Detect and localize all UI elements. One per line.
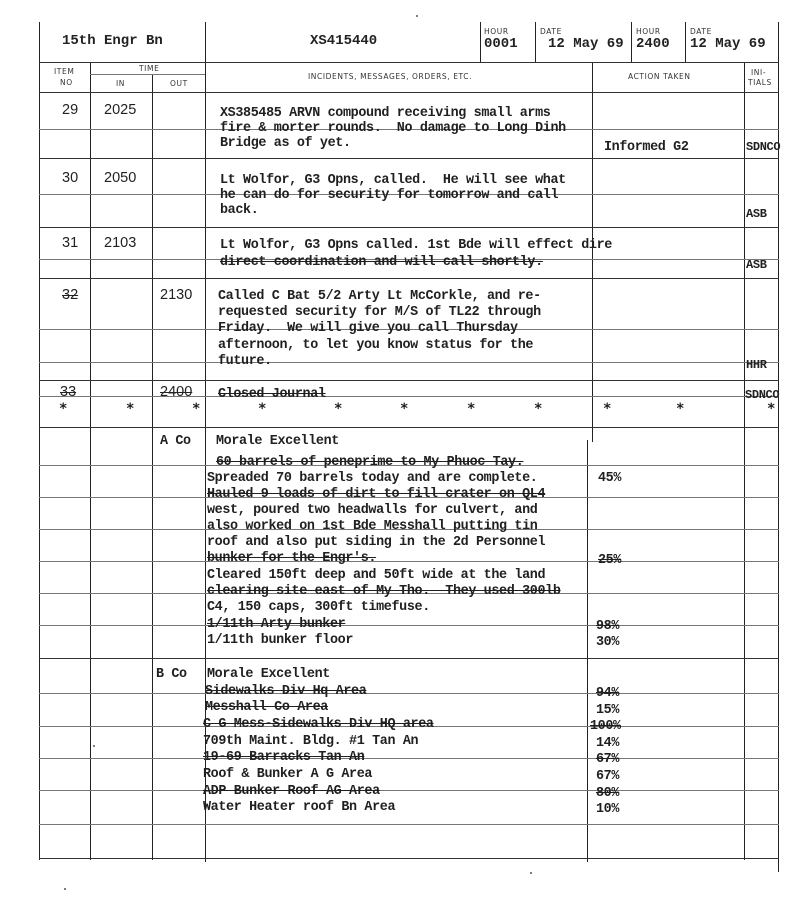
percent-complete: 14% [596,736,620,751]
report-line: Roof & Bunker A G Area [203,767,373,782]
in-col-rule [152,74,153,860]
row-rule [39,227,779,228]
separator-star: * [400,401,409,417]
row-rule [39,380,779,381]
from-hour-label: HOUR [484,27,509,36]
row-rule [39,824,779,825]
separator-star: * [603,401,612,417]
scan-speck [64,888,66,890]
incident-line: fire & morter rounds. No damage to Long Dinh [220,121,566,136]
time-in: 2025 [104,102,137,118]
report-line: Water Heater roof Bn Area [203,800,396,815]
time-in: 2103 [104,235,137,251]
unit-name: 15th Engr Bn [62,33,163,49]
report-line: Messhall Co Area [205,700,328,715]
initials: HHR [746,358,767,372]
report-line: C G Mess-Sidewalks Div HQ area [203,717,434,732]
row-rule [39,427,779,428]
hdr-rule-4 [631,22,632,62]
item-col-rule [90,62,91,860]
percent-complete: 80% [596,786,620,801]
initials-header: INI- [751,68,767,77]
row-rule [39,658,779,659]
initials: SDNCO [746,140,781,154]
separator-star: * [534,401,543,417]
incident-line: Closed Journal [218,387,326,402]
row-rule [39,278,779,279]
percent-complete: 25% [598,553,622,568]
action-col-rule [744,62,745,860]
item-no-header: ITEM [54,67,75,76]
to-date-label: DATE [690,27,712,36]
page-bottom-rule [39,858,779,859]
item-number: 31 [62,235,79,251]
report-line: Sidewalks Div Hq Area [205,684,367,699]
to-date: 12 May 69 [690,36,766,52]
incident-line: Lt Wolfor, G3 Opns, called. He will see what [220,173,566,188]
percent-complete: 45% [598,471,622,486]
action-taken-header: ACTION TAKEN [628,72,691,81]
incident-line: Friday. We will give you call Thursday [218,321,518,336]
initials-header-2: TIALS [748,78,772,87]
from-hour: 0001 [484,36,518,52]
incident-line: Called C Bat 5/2 Arty Lt McCorkle, and re- [218,289,541,304]
from-date: 12 May 69 [548,36,624,52]
row-rule [39,561,779,562]
percent-complete: 30% [596,635,620,650]
left-border [39,22,40,860]
incident-line: future. [218,354,272,369]
header-bottom-rule [39,62,779,63]
hdr-rule-3 [535,22,536,62]
scan-speck [530,872,532,874]
report-line: Hauled 9 loads of dirt to fill crater on QL4 [207,487,546,502]
separator-star: * [334,401,343,417]
report-line: 19-69 Barracks Tan An [203,750,365,765]
incidents-header: INCIDENTS, MESSAGES, ORDERS, ETC. [308,72,473,81]
report-line: ADP Bunker Roof AG Area [203,784,380,799]
initials: SDNCO [745,388,780,402]
row-rule [39,693,779,694]
hdr-rule-5 [685,22,686,62]
item-number: 33 [60,384,77,400]
percent-complete: 94% [596,686,620,701]
time-out-header: OUT [170,79,188,88]
report-line: west, poured two headwalls for culvert, and [207,503,538,518]
hdr-rule-2 [480,22,481,62]
to-hour: 2400 [636,36,670,52]
separator-star: * [126,401,135,417]
incident-line: Bridge as of yet. [220,136,351,151]
time-header: TIME [139,64,160,73]
report-line: Morale Excellent [207,667,330,682]
row-rule [39,758,779,759]
report-line: 1/11th Arty bunker [207,617,346,632]
initials: ASB [746,207,767,221]
initials: ASB [746,258,767,272]
incident-line: requested security for M/S of TL22 through [218,305,541,320]
report-line: 1/11th bunker floor [207,633,354,648]
time-in-header: IN [116,79,126,88]
percent-complete: 15% [596,703,620,718]
time-out: 2400 [160,384,193,400]
row-rule [39,362,779,363]
separator-star: * [676,401,685,417]
report-line: Spreaded 70 barrels today and are complete. [207,471,538,486]
report-line: roof and also put siding in the 2d Personnel [207,535,546,550]
grid-reference: XS415440 [310,33,378,49]
row-rule [39,790,779,791]
percent-complete: 98% [596,619,620,634]
separator-star: * [467,401,476,417]
separator-star: * [59,401,68,417]
report-line: also worked on 1st Bde Messhall putting tin [207,519,538,534]
company-label: A Co [160,434,191,449]
report-line: Cleared 150ft deep and 50ft wide at the land [207,568,546,583]
separator-star: * [192,401,201,417]
hdr-rule-1 [205,22,206,62]
item-no-header-2: NO [60,78,73,87]
scan-speck [416,15,418,17]
scan-speck [93,745,95,747]
percent-complete: 10% [596,802,620,817]
incident-line: back. [220,203,259,218]
incident-line: Lt Wolfor, G3 Opns called. 1st Bde will effect dire [220,238,612,253]
to-hour-label: HOUR [636,27,661,36]
report-line: Morale Excellent [216,434,339,449]
incident-line: he can do for security for tomorrow and call [220,188,559,203]
colhead-bottom-rule [39,92,779,93]
row-rule [39,158,779,159]
action-taken: Informed G2 [604,140,689,155]
item-number: 30 [62,170,79,186]
time-out: 2130 [160,287,193,303]
item-number: 32 [62,287,79,303]
company-label: B Co [156,667,187,682]
report-line: 709th Maint. Bldg. #1 Tan An [203,734,419,749]
row-rule [39,396,779,397]
separator-star: * [258,401,267,417]
incident-line: XS385485 ARVN compound receiving small arms [220,106,551,121]
item-number: 29 [62,102,79,118]
report-line: clearing site east of My Tho. They used 300lb [207,584,561,599]
percent-complete: 67% [596,769,620,784]
report-line: bunker for the Engr's. [207,551,377,566]
from-date-label: DATE [540,27,562,36]
percent-complete: 100% [590,719,621,734]
time-in: 2050 [104,170,137,186]
incident-line: afternoon, to let you know status for the [218,338,534,353]
row-rule [39,625,779,626]
incident-col-rule-lower [587,440,588,862]
separator-star: * [767,401,776,417]
time-split-rule [90,74,205,75]
incident-line: direct coordination and will call shortly. [220,255,543,270]
report-line: C4, 150 caps, 300ft timefuse. [207,600,430,615]
report-line: 60 barrels of peneprime to My Phuoc Tay. [216,455,524,470]
percent-complete: 67% [596,752,620,767]
